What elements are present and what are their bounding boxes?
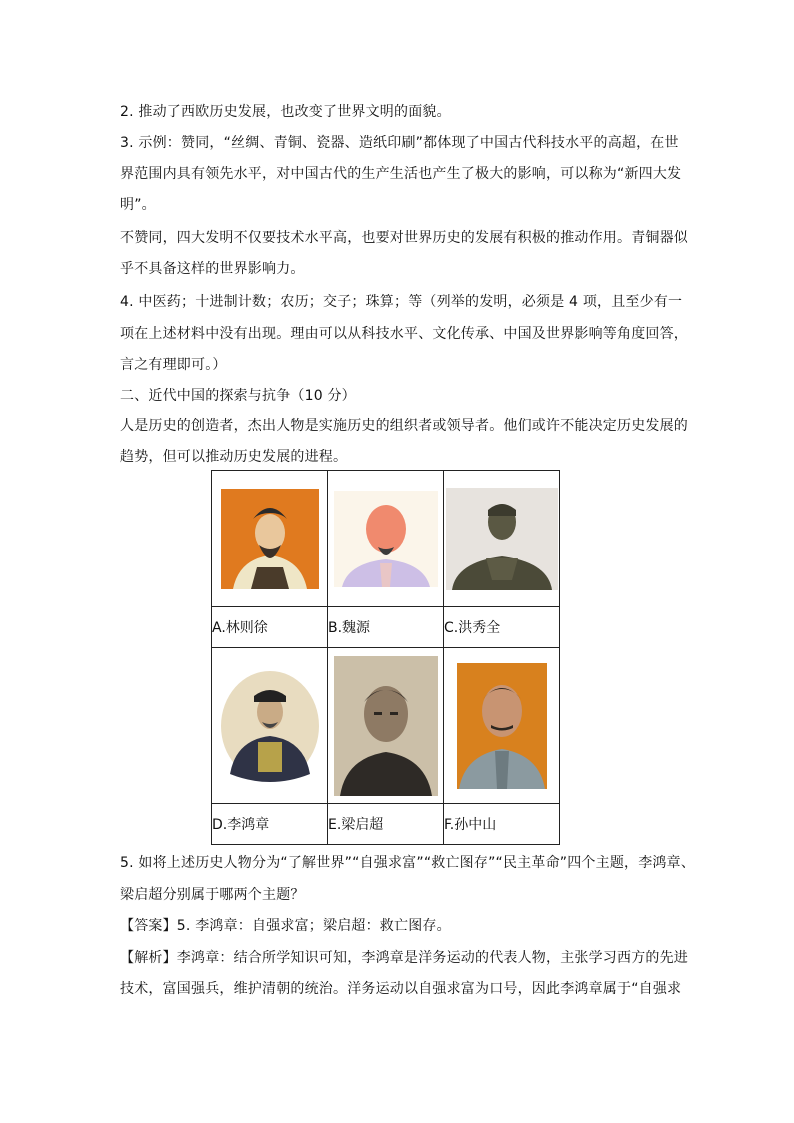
answer-line: 不赞同，四大发明不仅要技术水平高，也要对世界历史的发展有积极的推动作用。青铜器似 [120,230,688,246]
answer-key-line: 【答案】5. 李鸿章：自强求富；梁启超：救亡图存。 [120,918,451,934]
answer-line: 2. 推动了西欧历史发展，也改变了世界文明的面貌。 [120,104,451,120]
intro-line: 趋势，但可以推动历史发展的进程。 [120,449,348,465]
caption-c: C.洪秀全 [444,607,560,648]
caption-b: B.魏源 [328,607,444,648]
caption-a: A.林则徐 [212,607,328,648]
portrait-cell [328,648,444,804]
portrait-wei-yuan [334,491,438,587]
portrait-cell [212,648,328,804]
portrait-table [211,470,560,845]
analysis-line: 【解析】李鸿章：结合所学知识可知，李鸿章是洋务运动的代表人物，主张学习西方的先进 [120,950,688,966]
answer-line: 明”。 [120,197,156,213]
answer-line: 3. 示例：赞同，“丝绸、青铜、瓷器、造纸印刷”都体现了中国古代科技水平的高超，在世 [120,135,679,151]
analysis-line: 技术，富国强兵，维护清朝的统治。洋务运动以自强求富为口号，因此李鸿章属于“自强求 [120,981,682,997]
portrait-sun-yat-sen [457,663,547,789]
answer-line: 乎不具备这样的世界影响力。 [120,261,305,277]
intro-line: 人是历史的创造者，杰出人物是实施历史的组织者或领导者。他们或许不能决定历史发展的 [120,418,688,434]
portrait-liang-qichao [334,656,438,796]
answer-line: 界范围内具有领先水平，对中国古代的生产生活也产生了极大的影响，可以称为“新四大发 [120,166,682,182]
question-line: 5. 如将上述历史人物分为“了解世界”“自强求富”“救亡图存”“民主革命”四个主题，李鸿章、 [120,855,696,871]
caption-e: E.梁启超 [328,804,444,845]
caption-d: D.李鸿章 [212,804,328,845]
portrait-hong-xiuquan [446,488,558,590]
portrait-lin-zexu [221,489,319,589]
section-heading: 二、近代中国的探索与抗争（10 分） [120,388,356,404]
portrait-cell [444,648,560,804]
portrait-cell [328,471,444,607]
answer-line: 言之有理即可。） [120,357,227,373]
caption-f: F.孙中山 [444,804,560,845]
portrait-li-hongzhang [220,670,320,782]
portrait-cell [444,471,560,607]
answer-line: 4. 中医药；十进制计数；农历；交子；珠算；等（列举的发明，必须是 4 项，且至少有一 [120,294,683,310]
question-line: 梁启超分别属于哪两个主题？ [120,887,305,903]
answer-line: 项在上述材料中没有出现。理由可以从科技水平、文化传承、中国及世界影响等角度回答， [120,326,688,342]
portrait-cell [212,471,328,607]
